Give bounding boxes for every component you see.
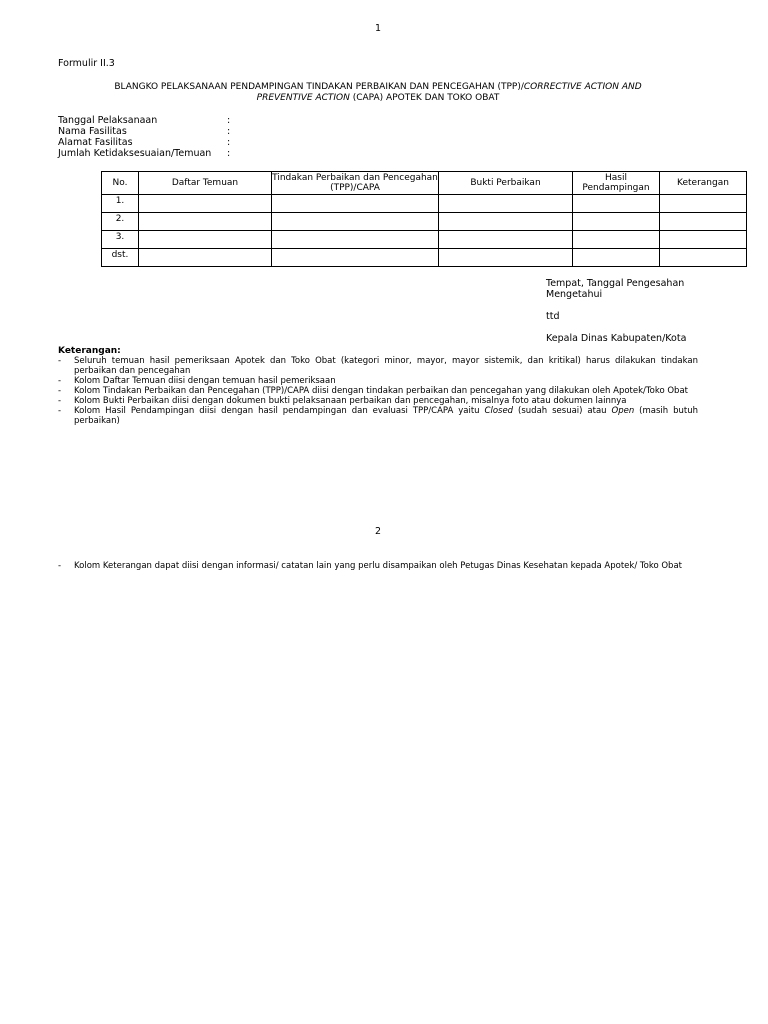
cell-hasil-pendampingan[interactable] (573, 213, 660, 231)
cell-keterangan[interactable] (660, 231, 747, 249)
document-title (70, 82, 686, 103)
header-keterangan: Keterangan (660, 172, 747, 195)
title-line-1: BLANGKO PELAKSANAAN PENDAMPINGAN TINDAKAN PERBAIKAN DAN PENCEGAHAN (TPP)/CORRECTIVE ACTION AND (114, 82, 642, 92)
cell-keterangan[interactable] (660, 249, 747, 267)
table-row (102, 231, 747, 249)
cell-tpp-capa[interactable] (272, 213, 439, 231)
header-daftar-temuan: Daftar Temuan (139, 172, 272, 195)
page-number: 2 (374, 526, 382, 537)
capa-table (101, 171, 747, 267)
signature-block (546, 278, 686, 344)
cell-tpp-capa[interactable] (272, 195, 439, 213)
notes-heading: Keterangan: (58, 346, 121, 356)
list-item: - Kolom Daftar Temuan diisi dengan temuan hasil pemeriksaan (58, 376, 336, 386)
signature-place-date: Tempat, Tanggal Pengesahan (546, 278, 685, 289)
row-number: dst. (102, 249, 139, 267)
cell-daftar-temuan[interactable] (139, 213, 272, 231)
row-number: 2. (102, 213, 139, 231)
list-item: - Kolom Bukti Perbaikan diisi dengan dokumen bukti pelaksanaan perbaikan dan pencegahan, misalnya foto atau dokumen lainnya (58, 396, 627, 406)
page-number: 1 (374, 23, 382, 34)
notes-section (58, 346, 698, 426)
page2-note (58, 561, 738, 571)
table-row (102, 195, 747, 213)
list-item: - Seluruh temuan hasil pemeriksaan Apotek dan Toko Obat (kategori minor, mayor, mayor sistemik, dan kritikal) harus dilakukan tindakan perbaikan dan pencegahan (58, 356, 698, 376)
cell-daftar-temuan[interactable] (139, 249, 272, 267)
identity-fields (58, 115, 231, 159)
row-number: 1. (102, 195, 139, 213)
row-number: 3. (102, 231, 139, 249)
title-line-2: PREVENTIVE ACTION (CAPA) APOTEK DAN TOKO OBAT (256, 92, 500, 103)
table-row (102, 249, 747, 267)
table-header-row (102, 172, 747, 195)
cell-bukti-perbaikan[interactable] (439, 249, 573, 267)
cell-bukti-perbaikan[interactable] (439, 213, 573, 231)
cell-keterangan[interactable] (660, 195, 747, 213)
field-tanggal-pelaksanaan: Tanggal Pelaksanaan : (58, 115, 231, 126)
header-hasil-pendampingan: Hasil Pendampingan (573, 172, 660, 195)
signature-ttd: ttd (546, 311, 560, 322)
field-jumlah-temuan: Jumlah Ketidaksesuaian/Temuan : (58, 148, 231, 159)
cell-hasil-pendampingan[interactable] (573, 195, 660, 213)
cell-bukti-perbaikan[interactable] (439, 195, 573, 213)
header-no: No. (102, 172, 139, 195)
signature-official: Kepala Dinas Kabupaten/Kota (546, 333, 687, 344)
header-tpp-capa: Tindakan Perbaikan dan Pencegahan (TPP)/CAPA (272, 173, 438, 193)
cell-hasil-pendampingan[interactable] (573, 231, 660, 249)
cell-tpp-capa[interactable] (272, 231, 439, 249)
cell-tpp-capa[interactable] (272, 249, 439, 267)
field-nama-fasilitas: Nama Fasilitas : (58, 126, 231, 137)
form-code: Formulir II.3 (58, 58, 115, 69)
field-alamat-fasilitas: Alamat Fasilitas : (58, 137, 231, 148)
table-row (102, 213, 747, 231)
header-bukti-perbaikan: Bukti Perbaikan (439, 172, 573, 195)
list-item: - Kolom Keterangan dapat diisi dengan informasi/ catatan lain yang perlu disampaikan oleh Petugas Dinas Kesehatan kepada Apotek/ Toko Obat (58, 561, 682, 571)
cell-keterangan[interactable] (660, 213, 747, 231)
cell-hasil-pendampingan[interactable] (573, 249, 660, 267)
cell-daftar-temuan[interactable] (139, 231, 272, 249)
signature-acknowledged: Mengetahui (546, 289, 603, 300)
cell-bukti-perbaikan[interactable] (439, 231, 573, 249)
cell-daftar-temuan[interactable] (139, 195, 272, 213)
list-item: - Kolom Hasil Pendampingan diisi dengan hasil pendampingan dan evaluasi TPP/CAPA yaitu Closed (sudah sesuai) atau Open (masih butuh perbaikan) (58, 406, 698, 426)
list-item: - Kolom Tindakan Perbaikan dan Pencegahan (TPP)/CAPA diisi dengan tindakan perbaikan dan pencegahan yang dilakukan oleh Apotek/Toko Obat (58, 386, 688, 396)
